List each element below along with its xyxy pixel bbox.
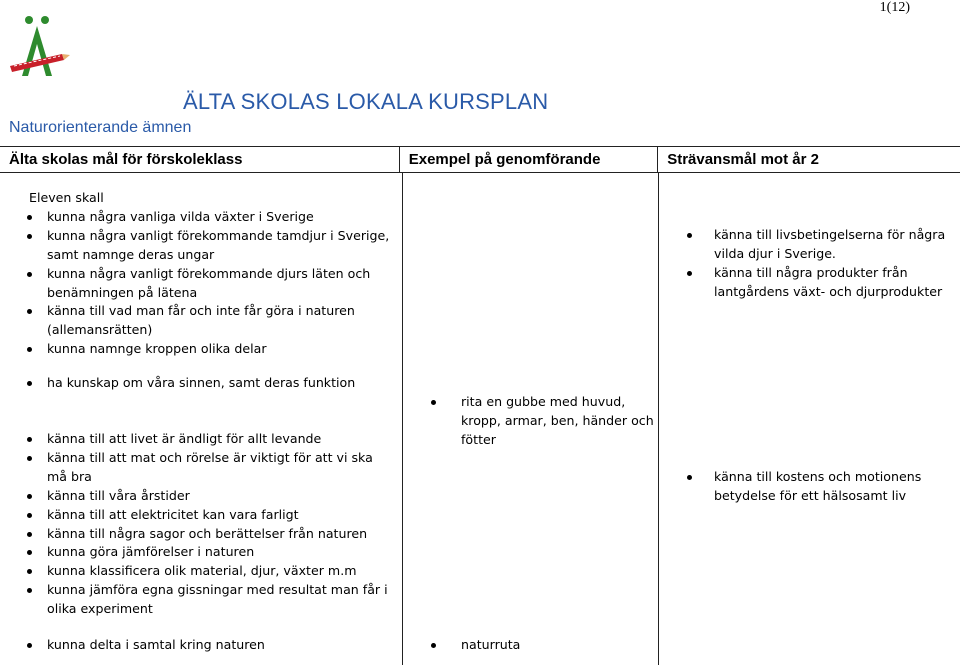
page-number: 1(12)	[879, 0, 910, 15]
section3-example	[404, 636, 656, 655]
goals-list	[0, 208, 395, 359]
column-divider	[658, 172, 659, 665]
list-item: känna till att livet är ändligt för allt levande	[0, 430, 395, 449]
list-item: kunna namnge kroppen olika delar	[0, 340, 395, 359]
list-item: kunna delta i samtal kring naturen	[0, 636, 395, 655]
column-header-aims: Strävansmål mot år 2	[658, 147, 960, 173]
section2-aim	[660, 468, 950, 506]
list-item: känna till vad man får och inte får göra i naturen (allemansrätten)	[0, 302, 395, 340]
section3-goal	[0, 636, 395, 655]
section1-goals	[0, 189, 395, 359]
subject-label: Naturorienterande ämnen	[9, 119, 192, 136]
list-item: känna till våra årstider	[0, 487, 395, 506]
aims-list	[660, 226, 950, 302]
section1-aims	[660, 226, 950, 302]
column-divider	[402, 172, 403, 665]
goals-lead: Eleven skall	[29, 190, 104, 205]
list-item: känna till några produkter från lantgårdens växt- och djurprodukter	[660, 264, 950, 302]
list-item: kunna jämföra egna gissningar med resultat man får i olika experiment	[0, 581, 395, 619]
list-item: känna till att elektricitet kan vara farligt	[0, 506, 395, 525]
curriculum-table-header	[0, 146, 960, 173]
school-logo	[8, 14, 74, 86]
list-item: känna till några sagor och berättelser från naturen	[0, 525, 395, 544]
list-item: kunna göra jämförelser i naturen	[0, 543, 395, 562]
section2-goal-a	[0, 374, 395, 393]
section2-example	[404, 393, 656, 450]
list-item: kunna klassificera olik material, djur, växter m.m	[0, 562, 395, 581]
list-item: kunna några vanligt förekommande djurs läten och benämningen på lätena	[0, 265, 395, 303]
list-item: känna till livsbetingelserna för några vilda djur i Sverige.	[660, 226, 950, 264]
list-item: känna till kostens och motionens betydelse för ett hälsosamt liv	[660, 468, 950, 506]
list-item: kunna några vanligt förekommande tamdjur i Sverige, samt namnge deras ungar	[0, 227, 395, 265]
list-item: ha kunskap om våra sinnen, samt deras funktion	[0, 374, 395, 393]
page-title: ÄLTA SKOLAS LOKALA KURSPLAN	[183, 89, 549, 114]
list-item: kunna några vanliga vilda växter i Sverige	[0, 208, 395, 227]
list-item: känna till att mat och rörelse är viktigt för att vi ska må bra	[0, 449, 395, 487]
pencil-icon	[10, 54, 70, 72]
column-header-goals: Älta skolas mål för förskoleklass	[0, 147, 399, 173]
column-header-examples: Exempel på genomförande	[399, 147, 657, 173]
list-item: naturruta	[404, 636, 656, 655]
section2-goals	[0, 430, 395, 619]
list-item: rita en gubbe med huvud, kropp, armar, ben, händer och fötter	[404, 393, 656, 450]
curriculum-table-body	[0, 172, 960, 665]
